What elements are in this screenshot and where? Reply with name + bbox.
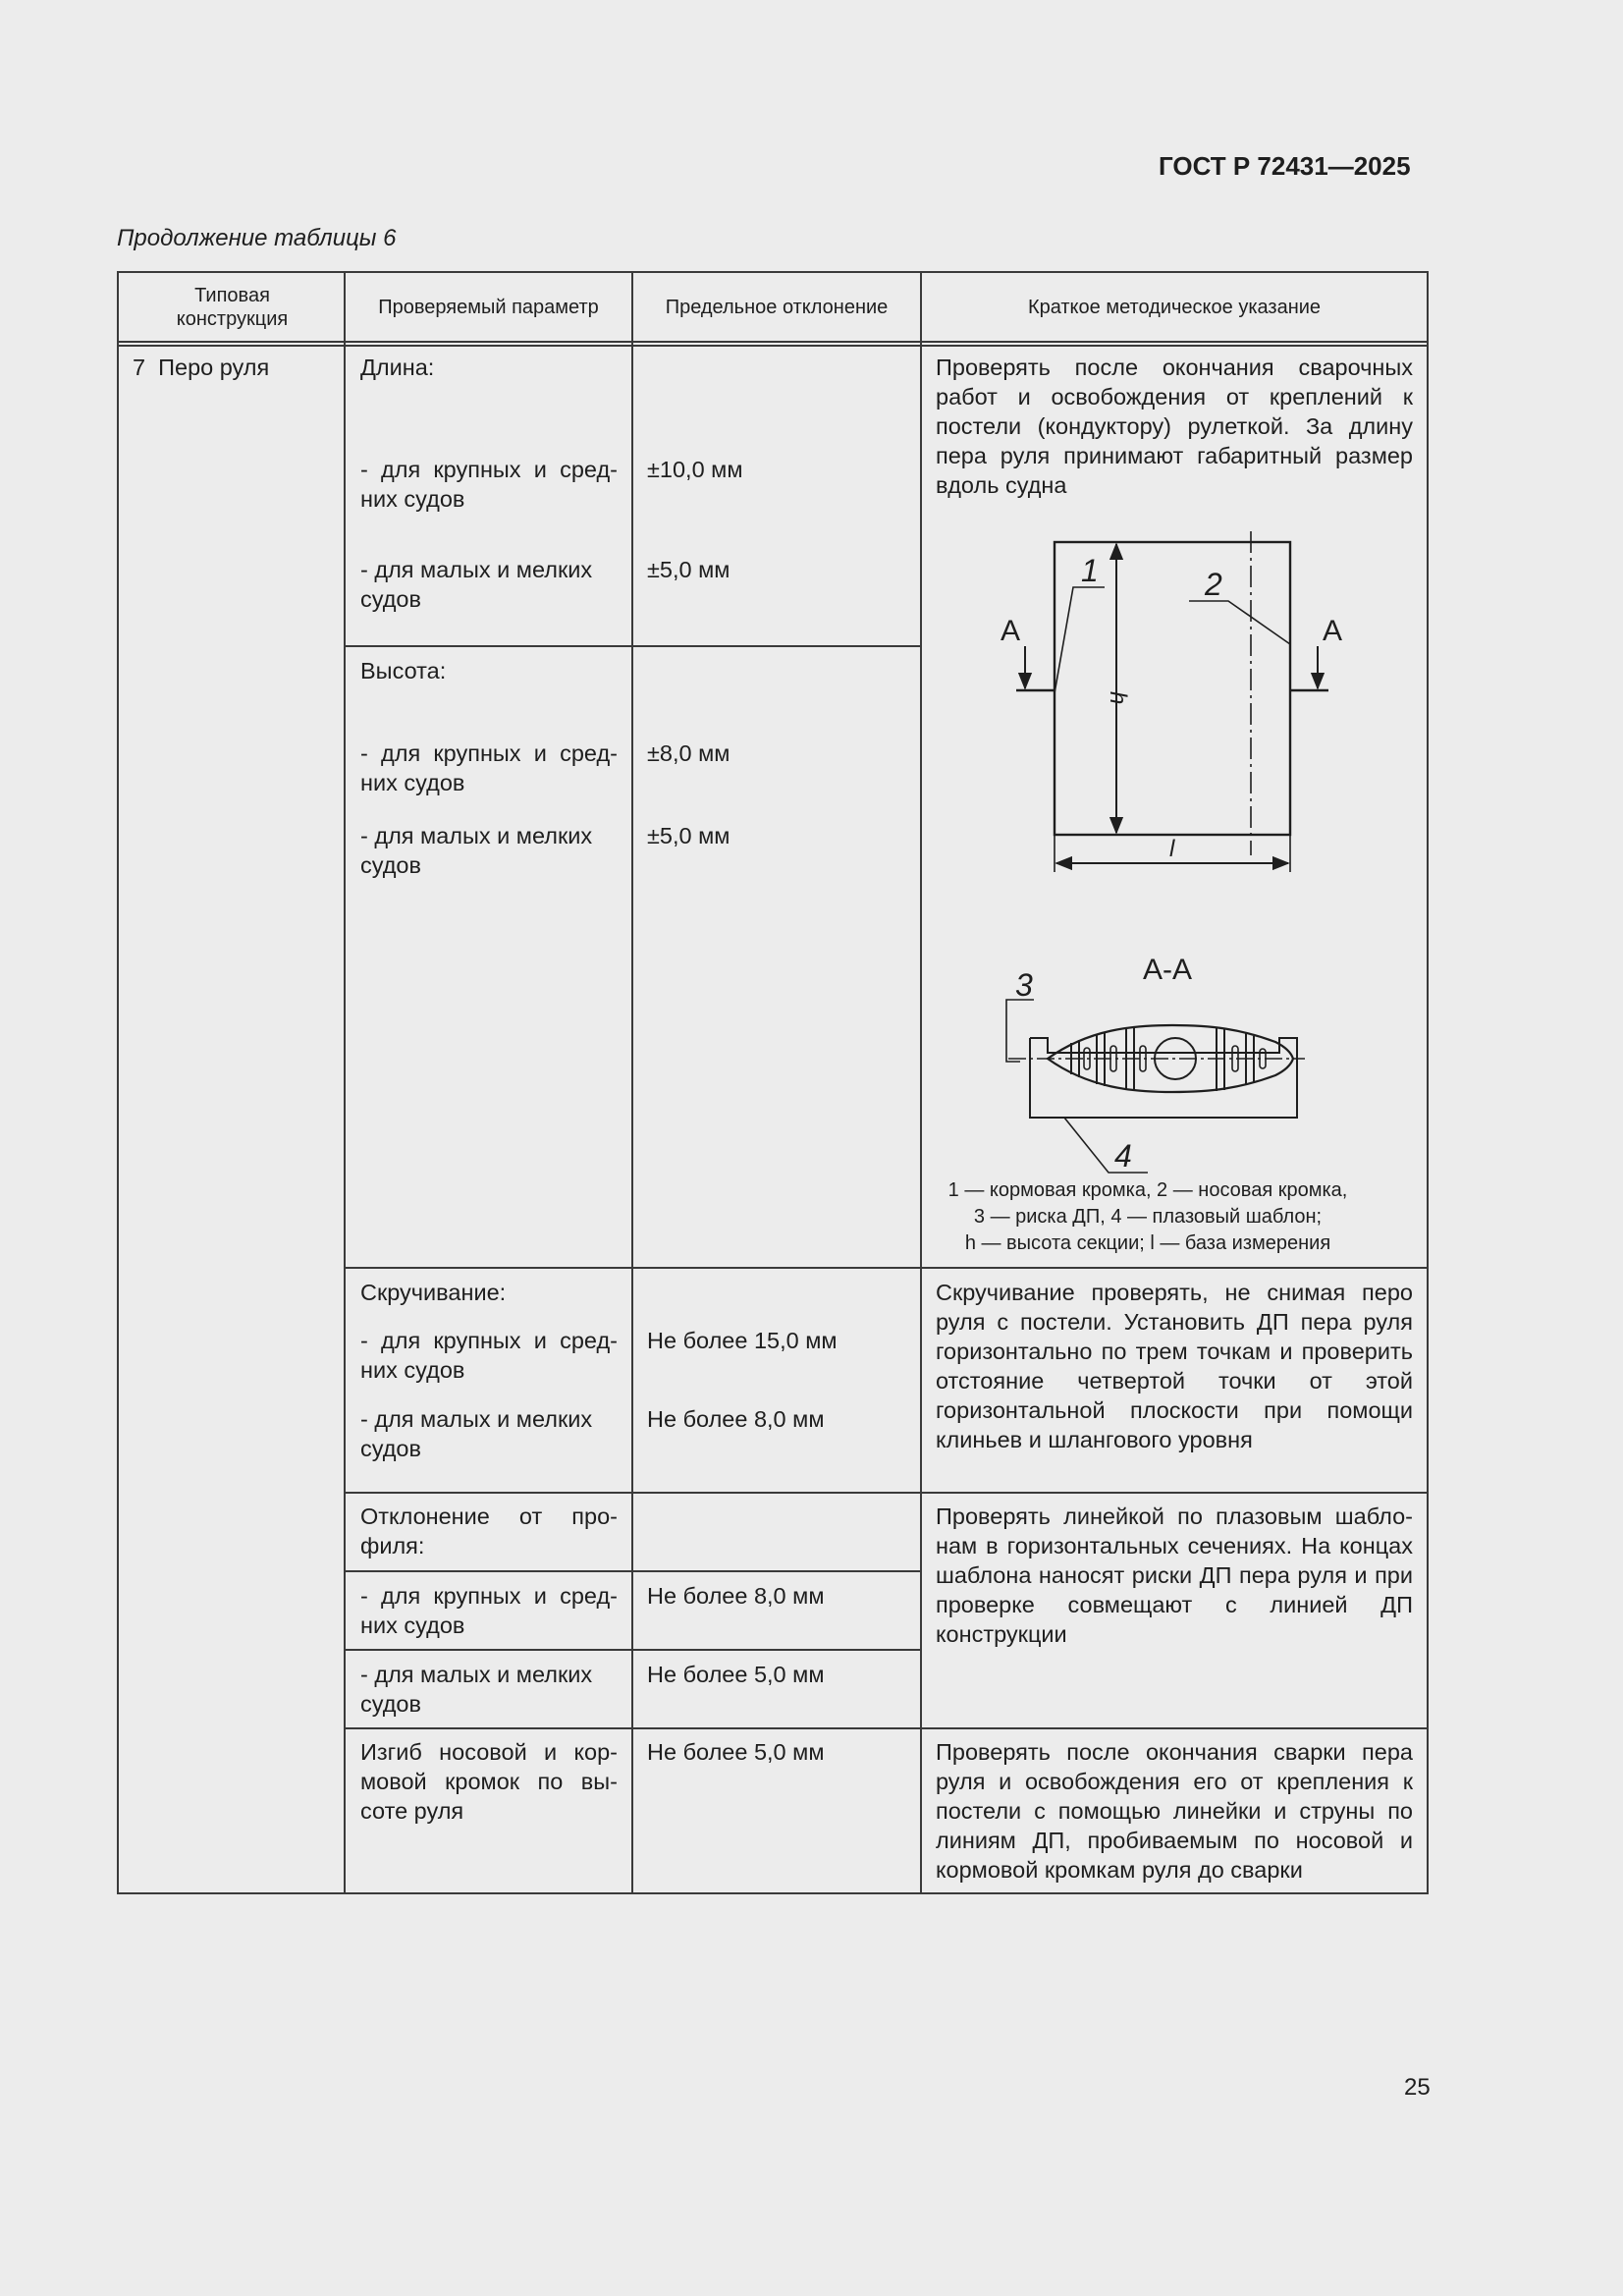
figure-legend bbox=[873, 1177, 1423, 1257]
profile-method: Проверять линейкой по плазовым шаблонам в горизонтальных сечениях. На концах шаблона наносят риски ДП пера руля и при проверке совмещают с линией ДП конструкции bbox=[936, 1503, 1413, 1647]
twist-small-tolerance: Не более 8,0 мм bbox=[647, 1406, 825, 1432]
dimension-h-label: h bbox=[1105, 691, 1131, 705]
length-large-tolerance: ±10,0 мм bbox=[647, 457, 743, 482]
leader-2 bbox=[1189, 601, 1290, 644]
callout-1: 1 bbox=[1081, 553, 1099, 588]
twist-small: - для малых и мелких судов bbox=[360, 1406, 593, 1461]
section-title: А-А bbox=[1143, 954, 1193, 986]
header-construction: Типовая конструкция bbox=[176, 284, 289, 330]
header-parameter: Проверяемый параметр bbox=[378, 296, 599, 318]
callout-2: 2 bbox=[1205, 567, 1222, 602]
table-border-left bbox=[117, 271, 119, 1894]
height-title: Высота: bbox=[360, 658, 447, 683]
construction-name: 7 Перо руля bbox=[133, 355, 270, 380]
height-large: - для крупных и средних судов bbox=[360, 740, 618, 795]
profile-title: Отклонение от профиля: bbox=[360, 1503, 618, 1558]
table-border-right bbox=[1427, 271, 1429, 1894]
table-border-bottom bbox=[117, 1892, 1429, 1894]
profile-large: - для крупных и средних судов bbox=[360, 1583, 618, 1638]
rudder-blade-figure bbox=[922, 517, 1427, 1184]
table-6 bbox=[117, 271, 1429, 1894]
leader-4 bbox=[1064, 1118, 1148, 1173]
row-divider-profile-large bbox=[344, 1570, 922, 1572]
callout-4: 4 bbox=[1114, 1138, 1132, 1174]
section-mark-left: А bbox=[1001, 615, 1021, 647]
row-divider-twist bbox=[344, 1267, 1429, 1269]
legend-line-2: 3 — риска ДП, 4 — плазовый шаблон; bbox=[973, 1206, 1323, 1228]
dimension-l-label: l bbox=[1169, 836, 1175, 862]
row-divider-height bbox=[344, 645, 922, 647]
document-code: ГОСТ Р 72431—2025 bbox=[1159, 151, 1411, 181]
height-small-tolerance: ±5,0 мм bbox=[647, 823, 730, 848]
height-large-tolerance: ±8,0 мм bbox=[647, 740, 730, 766]
height-small: - для малых и мелких судов bbox=[360, 823, 593, 878]
leader-1 bbox=[1055, 587, 1105, 693]
section-mark-right: А bbox=[1323, 615, 1343, 647]
page-number: 25 bbox=[1404, 2074, 1431, 2101]
table-caption: Продолжение таблицы 6 bbox=[117, 225, 397, 251]
col-divider-2 bbox=[631, 271, 633, 1894]
bend-title: Изгиб носовой и кормовой кромок по высоте руля bbox=[360, 1739, 618, 1824]
row-divider-profile bbox=[344, 1492, 1429, 1494]
profile-small: - для малых и мелких судов bbox=[360, 1662, 593, 1717]
legend-line-3: h — высота секции; l — база измерения bbox=[964, 1232, 1331, 1254]
length-method: Проверять после окончания сварочных работ и освобождения от креплений к постели (кондуктору) рулеткой. За длину пера руля принимают габаритный размер вдоль судна bbox=[936, 355, 1413, 498]
col-divider-1 bbox=[344, 271, 346, 1894]
header-tolerance: Предельное отклонение bbox=[665, 296, 889, 318]
bend-method: Проверять после окончания сварки пера руля и освобождения его от крепления к постели с помощью линейки и струны по линиям ДП, пробиваемым по носовой и кормовой кромкам руля до сварки bbox=[936, 1739, 1413, 1883]
twist-method: Скручивание проверять, не снимая перо руля с постели. Установить ДП пера руля горизонтально по трем точкам и проверить отстояние четвертой точки от этой горизонтальной плоскости при помощи клиньев и шлангового уровня bbox=[936, 1280, 1413, 1452]
row-divider-profile-small bbox=[344, 1649, 922, 1651]
legend-line-1: 1 — кормовая кромка, 2 — носовая кромка, bbox=[947, 1179, 1348, 1201]
row-divider-bend bbox=[344, 1727, 1429, 1729]
header-method: Краткое методическое указание bbox=[1027, 296, 1322, 318]
template-outline bbox=[1030, 1038, 1297, 1118]
header-divider bbox=[117, 341, 1429, 343]
profile-small-tolerance: Не более 5,0 мм bbox=[647, 1662, 825, 1687]
profile-large-tolerance: Не более 8,0 мм bbox=[647, 1583, 825, 1609]
length-small: - для малых и мелких судов bbox=[360, 557, 593, 612]
length-small-tolerance: ±5,0 мм bbox=[647, 557, 730, 582]
header-divider-2 bbox=[117, 345, 1429, 347]
bend-tolerance: Не более 5,0 мм bbox=[647, 1739, 825, 1765]
twist-large: - для крупных и средних судов bbox=[360, 1328, 618, 1383]
length-title: Длина: bbox=[360, 355, 435, 380]
callout-3: 3 bbox=[1015, 967, 1033, 1003]
twist-title: Скручивание: bbox=[360, 1280, 507, 1305]
twist-large-tolerance: Не более 15,0 мм bbox=[647, 1328, 838, 1353]
length-large: - для крупных и средних судов bbox=[360, 457, 618, 512]
